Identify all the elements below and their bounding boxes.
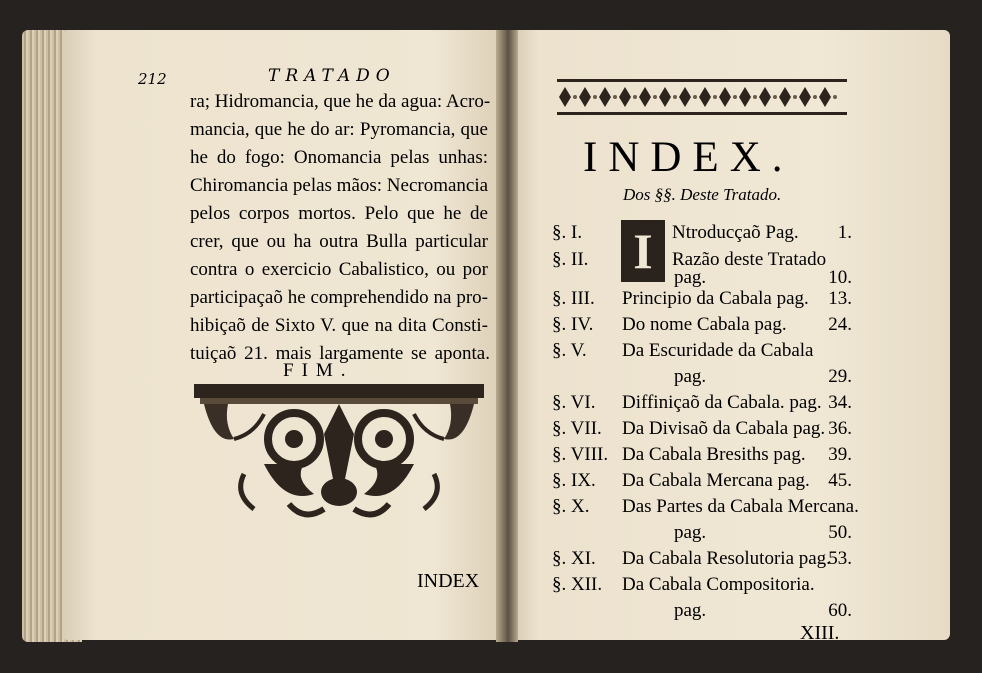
toc-page: 39.	[828, 444, 852, 465]
toc-entry	[552, 222, 852, 252]
text-line: Chiromancia pelas mãos: Necromancia	[190, 175, 489, 196]
toc-page: 34.	[828, 392, 852, 413]
text-line: mancia, que he do ar: Pyromancia, que	[190, 119, 488, 140]
toc-page: 1.	[837, 222, 852, 243]
catchword: XIII.	[800, 622, 840, 644]
toc-number: §. VI.	[552, 392, 596, 413]
text-line: hibiçaõ de Sixto V. que na dita Consti-	[190, 315, 488, 336]
text-line: contra o exercicio Cabalistico, ou por	[190, 259, 488, 280]
header-ornament-band	[557, 79, 847, 115]
running-head: TRATADO	[268, 66, 396, 86]
toc-number: §. I.	[552, 222, 583, 243]
text-line: participaçaõ he comprehendido na pro-	[190, 287, 488, 308]
text-line: he do fogo: Onomancia pelas unhas:	[190, 147, 488, 168]
end-mark: FIM.	[283, 360, 354, 381]
toc-number: §. XI.	[552, 548, 596, 569]
toc-number: §. IV.	[552, 314, 594, 335]
toc-title: Da Divisaõ da Cabala pag.	[622, 418, 826, 439]
text-line: tuiçaõ 21. mais largamente se aponta.	[190, 343, 490, 364]
toc-number: §. IX.	[552, 470, 596, 491]
toc-title: Da Cabala Compositoria.	[622, 574, 815, 595]
toc-page: 24.	[828, 314, 852, 335]
toc-title: Da Cabala Bresiths pag.	[622, 444, 806, 465]
toc-page: 36.	[828, 418, 852, 439]
toc-title: Da Cabala Resolutoria pag.	[622, 548, 831, 569]
toc-title: Principio da Cabala pag.	[622, 288, 809, 309]
toc-page: 50.	[828, 522, 852, 543]
toc-title: Do nome Cabala pag.	[622, 314, 787, 335]
toc-page: 53.	[828, 548, 852, 569]
drop-cap-letter: I	[633, 223, 653, 279]
toc-number: §. VIII.	[552, 444, 609, 465]
toc-page: 29.	[828, 366, 852, 387]
page-number: 212	[138, 70, 167, 88]
toc-number: §. XII.	[552, 574, 603, 595]
toc-number: §. II.	[552, 249, 589, 270]
text-line: ra; Hidromancia, que he da agua: Acro-	[190, 91, 491, 112]
toc-number: §. V.	[552, 340, 587, 361]
toc-title: pag.	[674, 522, 707, 543]
index-subtitle: Dos §§. Deste Tratado.	[623, 185, 782, 204]
toc-number: §. X.	[552, 496, 590, 517]
gutter	[496, 30, 518, 642]
toc-number: §. III.	[552, 288, 595, 309]
toc-page: 60.	[828, 600, 852, 621]
text-line: pelos corpos mortos. Pelo que he de	[190, 203, 488, 224]
toc-title: Da Cabala Mercana pag.	[622, 470, 810, 491]
tailpiece-ornament	[194, 384, 484, 524]
toc-title: Das Partes da Cabala Mercana.	[622, 496, 859, 517]
toc-page: 10.	[828, 267, 852, 288]
toc-title: Ntroducçaõ Pag.	[672, 222, 799, 243]
toc-title: Da Escuridade da Cabala	[622, 340, 814, 361]
toc-page: 13.	[828, 288, 852, 309]
toc-title: pag.	[674, 267, 707, 288]
toc-title: Razão deste Tratado	[672, 249, 827, 270]
text-line: crer, que ou ha outra Bulla particular	[190, 231, 488, 252]
toc-title: Diffiniçaõ da Cabala. pag.	[622, 392, 822, 413]
catchword: INDEX	[417, 570, 480, 592]
toc-title: pag.	[674, 366, 707, 387]
toc-number: §. VII.	[552, 418, 602, 439]
toc-page: 45.	[828, 470, 852, 491]
index-title: INDEX.	[583, 134, 794, 181]
toc-title: pag.	[674, 600, 707, 621]
